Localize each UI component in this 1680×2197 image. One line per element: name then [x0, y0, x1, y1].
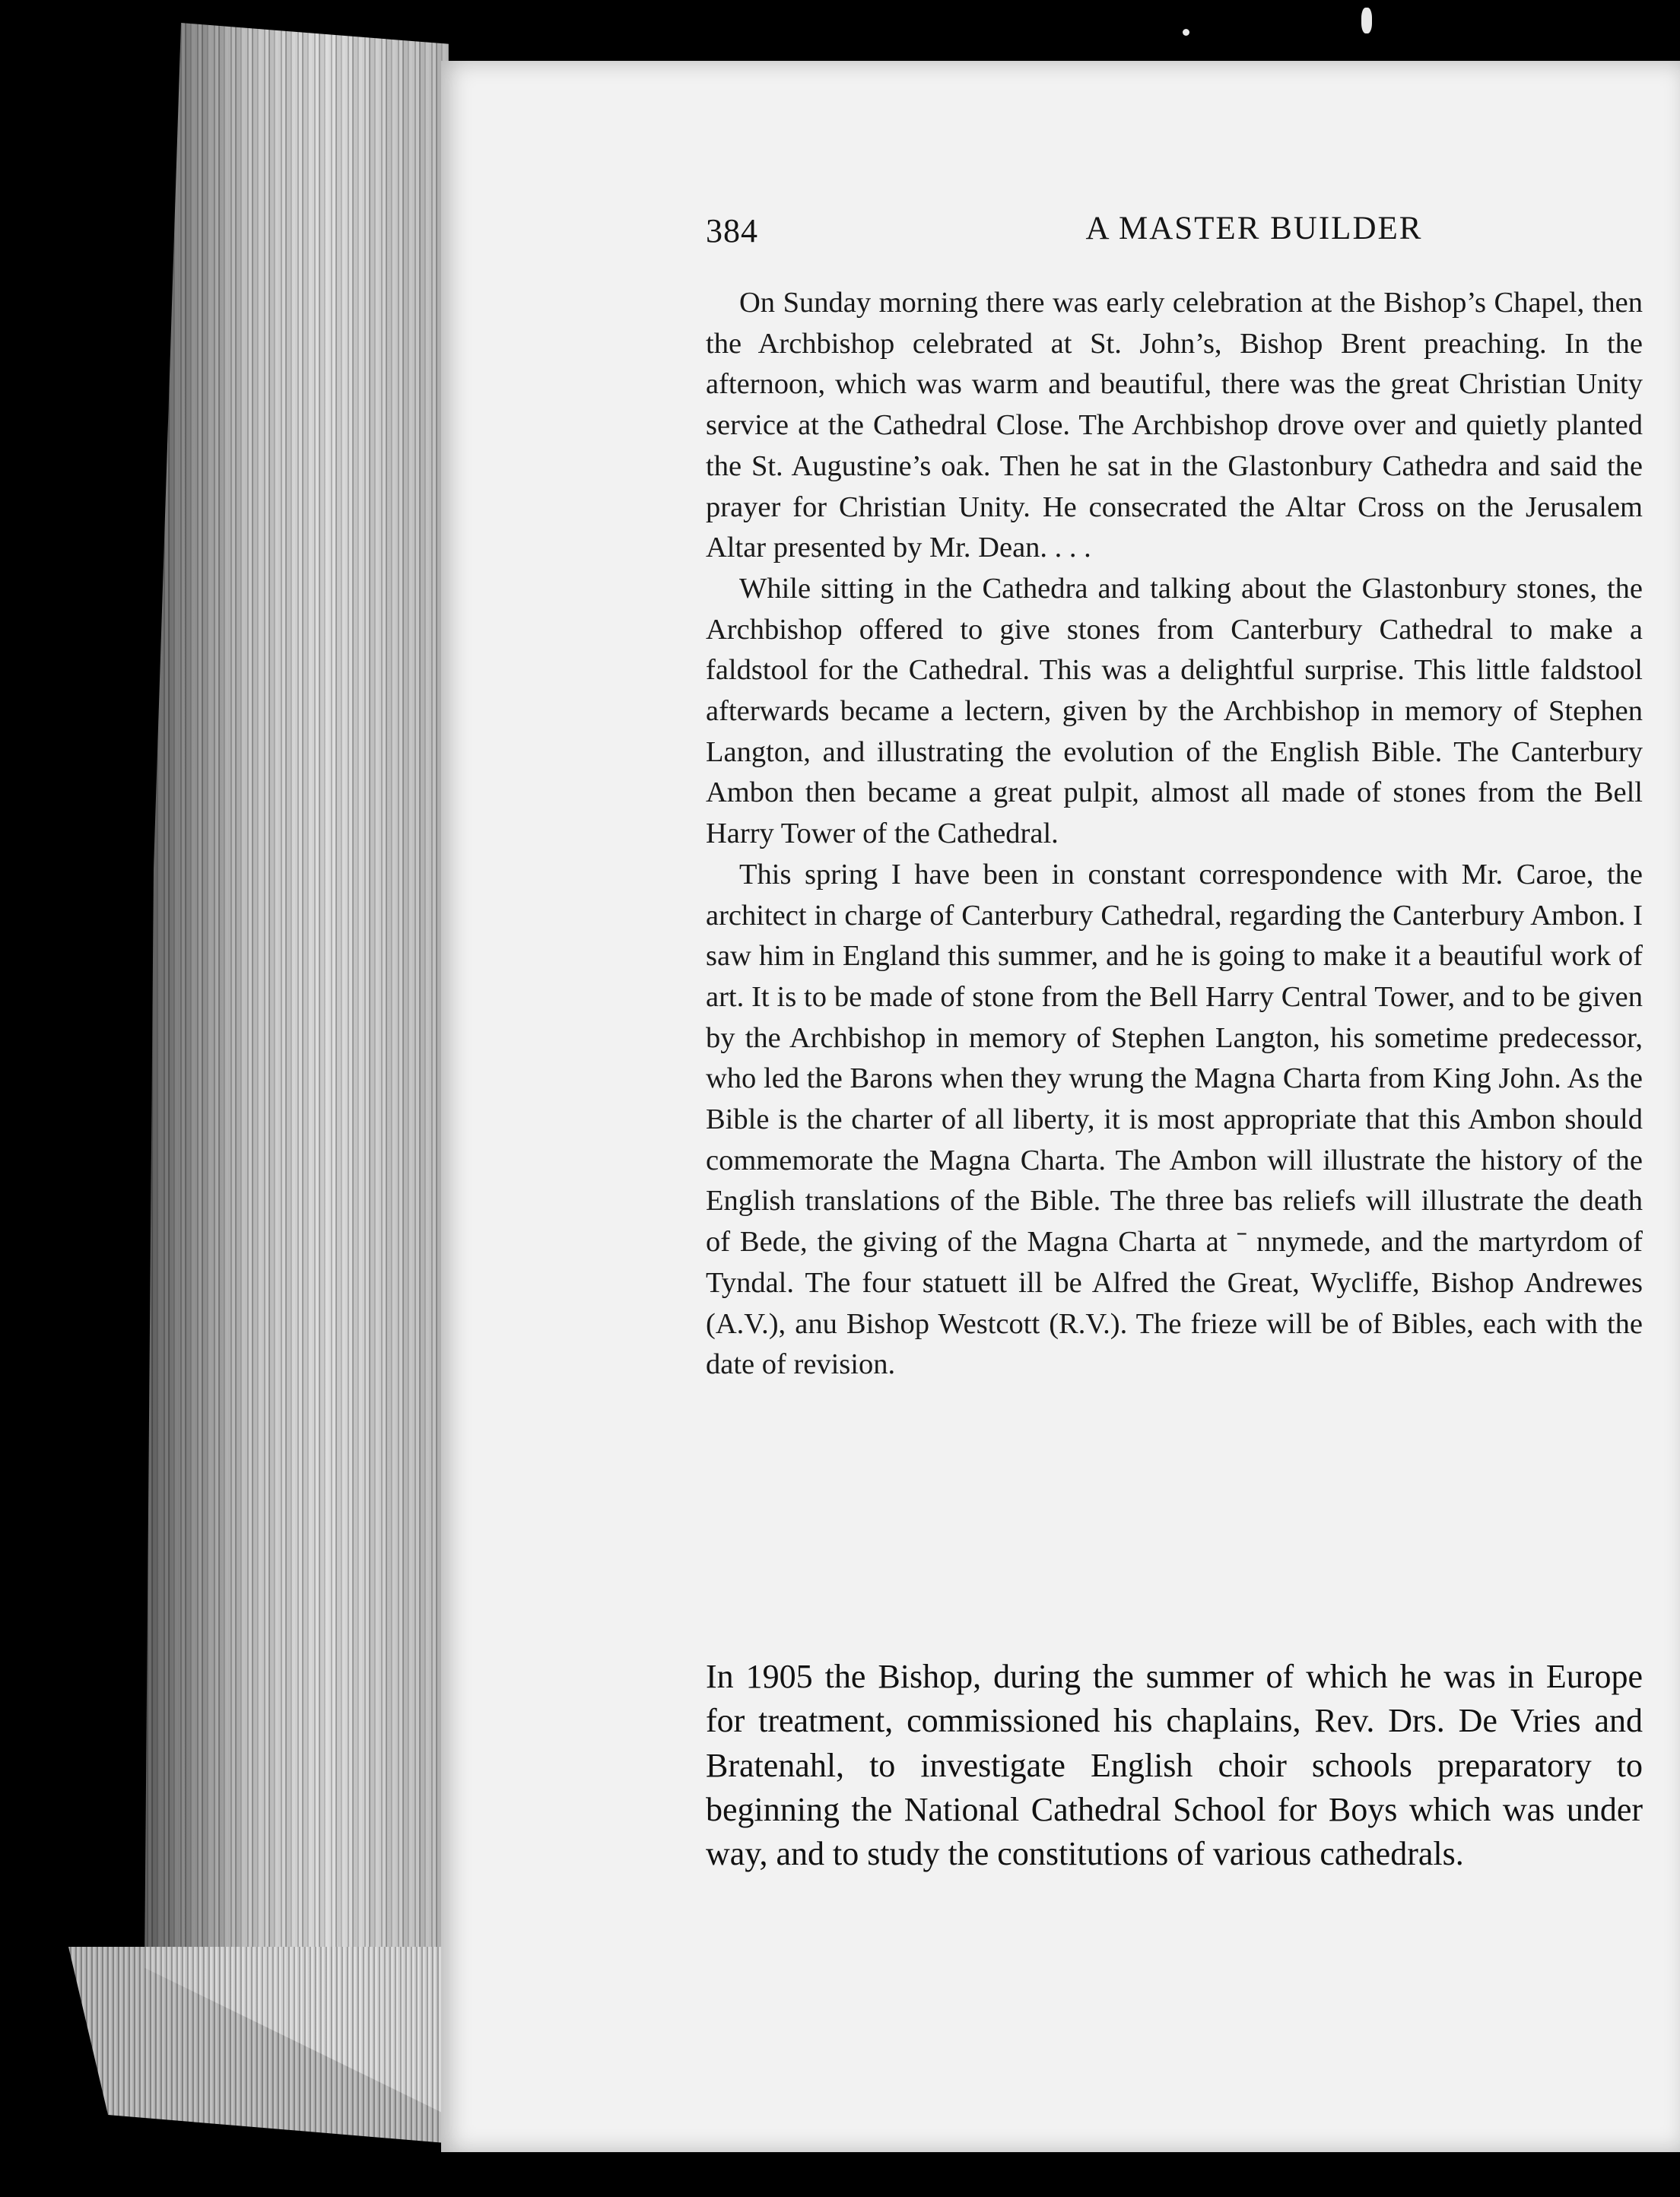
paragraph: On Sunday morning there was early celebration at the Bishop’s Chapel, then the Archbishop celebrated at St. John’s, Bishop Brent preaching. In the afternoon, which was warm and beautiful, there was the great Christian Unity service at the Cathedral Close. The Archbishop drove over and quietly planted the St. Augustine’s oak. Then he sat in the Glastonbury Cathedra and said the prayer for Christian Unity. He consecrated the Altar Cross on the Jerusalem Altar presented by Mr. Dean. . . . — [706, 287, 1643, 564]
running-title: A MASTER BUILDER — [1085, 211, 1423, 246]
page-edge-stack — [144, 23, 449, 2137]
book-page — [441, 61, 1680, 2152]
paragraph: This spring I have been in constant correspondence with Mr. Caroe, the architect in charge of Canterbury Cathedral, regarding the Canterbury Ambon. I saw him in England this summer, and he is going to make it a beautiful work of art. It is to be made of stone from the Bell Harry Central Tower, and to be given by the Archbishop in memory of Stephen Langton, his sometime predecessor, who led the Barons when they wrung the Magna Charta from King John. As the Bible is the charter of all liberty, it is most appropriate that this Ambon should commemorate the Magna Charta. The Ambon will illustrate the history of the English translations of the Bible. The three bas reliefs will illustrate the death of Bede, the giving of the Magna Charta at ˉ nnymede, and the martyrdom of Tyndal. The four statuett ill be Alfred the Great, Wycliffe, Bishop Andrewes (A.V.), anu Bishop Westcott (R.V.). The frieze will be of Bibles, each with the date of revision. — [706, 858, 1643, 1381]
page-header — [706, 210, 1680, 263]
dust-speck — [1183, 29, 1189, 36]
paragraph: While sitting in the Cathedra and talking about the Glastonbury stones, the Archbishop offered to give stones from Canterbury Cathedral to make a faldstool for the Cathedral. This was a delightful surprise. This little faldstool afterwards became a lectern, given by the Archbishop in memory of Stephen Langton, and illustrating the evolution of the English Bible. The Canterbury Ambon then became a great pulpit, almost all made of stones from the Bell Harry Tower of the Cathedral. — [706, 572, 1643, 850]
body-text — [706, 283, 1643, 1386]
page-number: 384 — [706, 212, 758, 249]
page-edge-bottom — [68, 1947, 464, 2145]
closing-section — [706, 1655, 1643, 1876]
closing-paragraph: In 1905 the Bishop, during the summer of which he was in Europe for treatment, commissioned his chaplains, Rev. Drs. De Vries and Bratenahl, to investigate English choir schools preparatory to beginning the National Cathedral School for Boys which was under way, and to study the constitutions of various cathedrals. — [706, 1658, 1643, 1873]
dust-speck — [1361, 8, 1372, 33]
